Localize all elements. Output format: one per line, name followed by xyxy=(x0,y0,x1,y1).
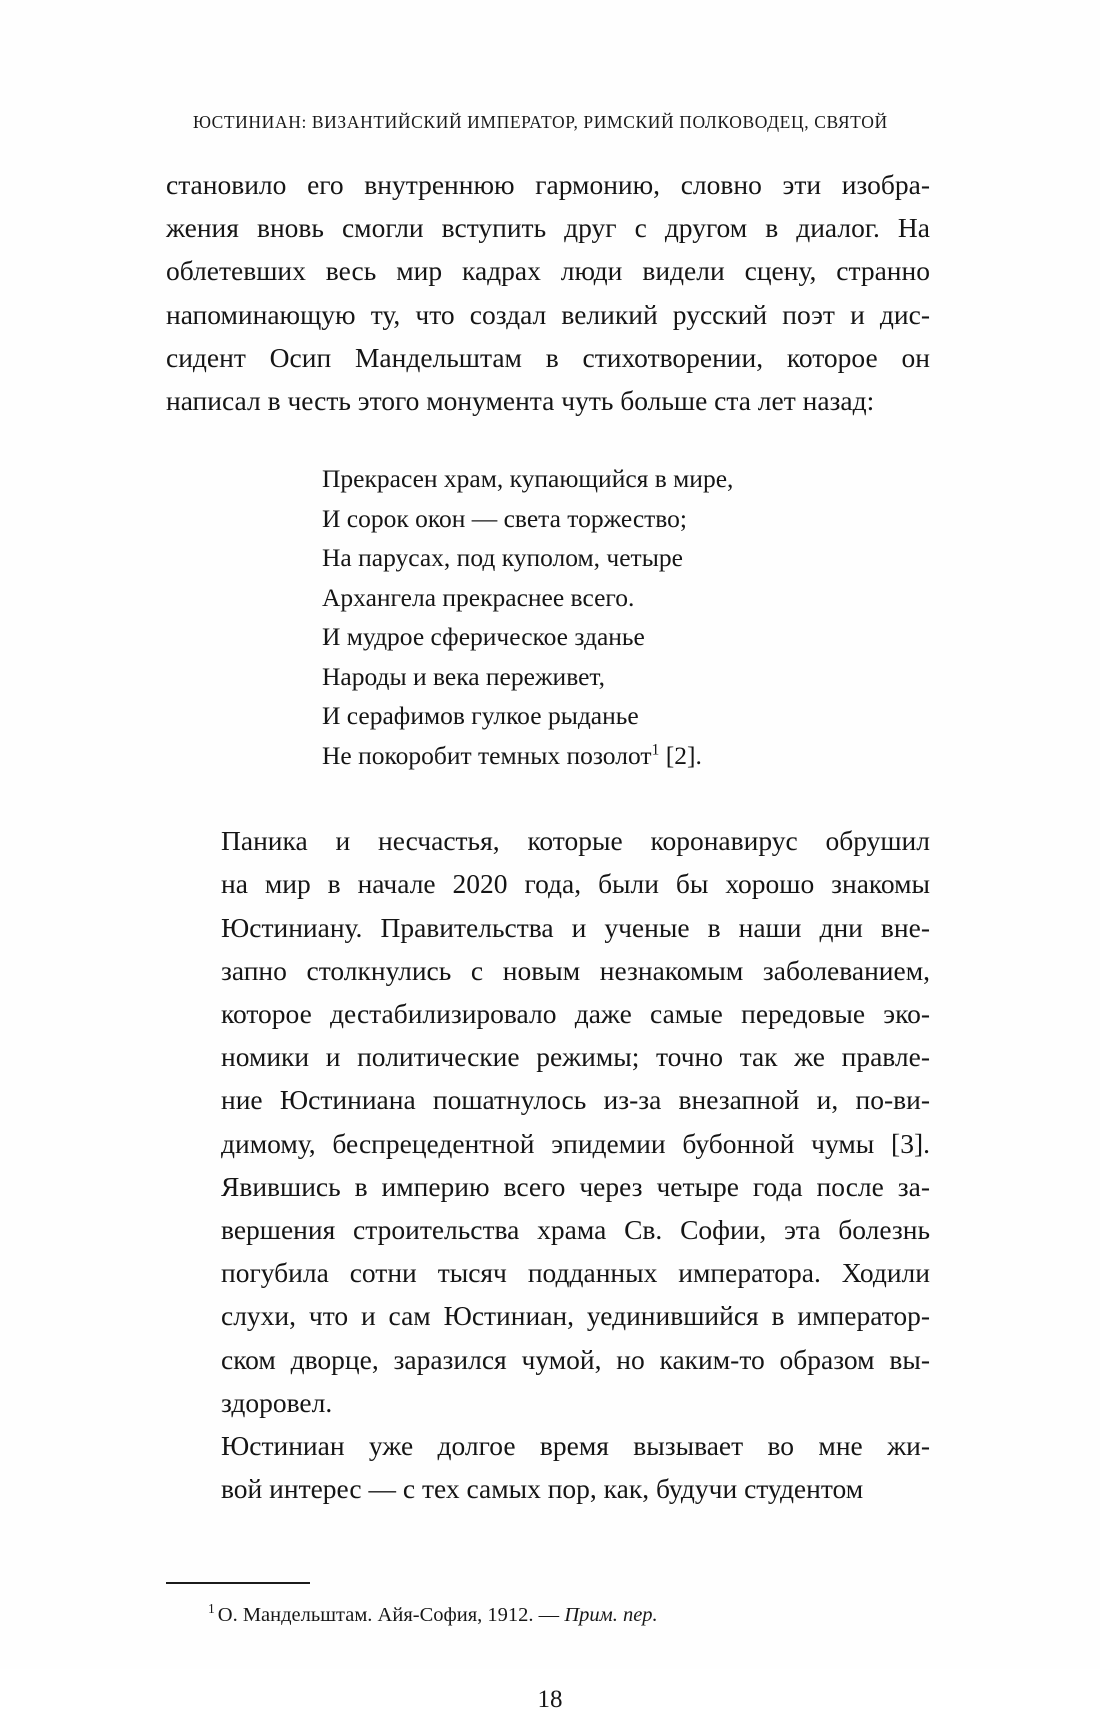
page-number: 18 xyxy=(537,1686,563,1713)
citation-bracket: [2]. xyxy=(659,740,702,770)
footnote-separator-rule xyxy=(166,1582,310,1584)
poem-line: Прекрасен храм, купающийся в мире, xyxy=(322,464,734,494)
running-head: ЮСТИНИАН: ВИЗАНТИЙСКИЙ ИМПЕРАТОР, РИМСКИЙ ПОЛКОВОДЕЦ, СВЯТОЙ xyxy=(193,112,888,132)
text-line: погубила сотни тысяч подданных императора. Ходили xyxy=(221,1257,930,1289)
poem-line: И сорок окон — света торжество; xyxy=(322,503,687,533)
text-line: ском дворце, заразился чумой, но каким-то образом вы- xyxy=(221,1343,930,1375)
text-line: напоминающую ту, что создал великий русский поэт и дис- xyxy=(166,298,930,330)
poem-line: И серафимов гулкое рыданье xyxy=(322,701,639,731)
text-line: Паника и несчастья, которые коронавирус обрушил xyxy=(221,825,930,857)
footnote-translator-note: Прим. пер. xyxy=(564,1604,658,1626)
footnote-body: О. Мандельштам. Айя-София, 1912. — xyxy=(217,1604,565,1626)
poem-block xyxy=(166,459,930,775)
footnote-reference[interactable]: 1 xyxy=(651,741,660,759)
paragraph-pandemic xyxy=(166,819,930,1424)
footnote-area xyxy=(166,1582,930,1629)
text-line: Юстиниану. Правительства и ученые в наши дни вне- xyxy=(221,911,930,943)
text-line: ние Юстиниана пошатнулось из-за внезапной и, по-ви- xyxy=(221,1084,930,1116)
poem-line: На парусах, под куполом, четыре xyxy=(322,543,683,573)
paragraph-continuation xyxy=(166,163,930,422)
text-line: Явившись в империю всего через четыре года после за- xyxy=(221,1170,930,1202)
text-column xyxy=(166,163,930,1510)
text-line: запно столкнулись с новым незнакомым заболеванием, xyxy=(221,954,930,986)
text-line: сидент Осип Мандельштам в стихотворении, которое он xyxy=(166,341,930,373)
text-line: димому, беспрецедентной эпидемии бубонной чумы [3]. xyxy=(221,1127,930,1159)
text-line: вой интерес — с тех самых пор, как, будучи студентом xyxy=(221,1473,864,1505)
text-line: номики и политические режимы; точно так же правле- xyxy=(221,1041,930,1073)
spacer xyxy=(166,422,930,459)
footnote xyxy=(166,1601,930,1629)
text-line: здоровел. xyxy=(221,1386,333,1418)
text-line: становило его внутреннюю гармонию, словно эти изобра- xyxy=(166,169,930,200)
poem-line: Архангела прекраснее всего. xyxy=(322,582,635,612)
poem-line-final xyxy=(322,736,930,776)
spacer xyxy=(166,775,930,819)
text-line: написал в честь этого монумента чуть больше ста лет назад: xyxy=(166,385,875,417)
text-line: облетевших весь мир кадрах люди видели сцену, странно xyxy=(166,255,930,287)
text-line: Юстиниан уже долгое время вызывает во мне жи- xyxy=(221,1430,930,1462)
footnote-number: 1 xyxy=(208,1601,215,1617)
poem-line: И мудрое сферическое зданье xyxy=(322,622,645,652)
text-line: на мир в начале 2020 года, были бы хорошо знакомы xyxy=(221,868,930,900)
text-line: слухи, что и сам Юстиниан, уединившийся в император- xyxy=(221,1300,930,1332)
text-line: жения вновь смогли вступить друг с другом в диалог. На xyxy=(166,212,930,244)
paragraph-personal-interest xyxy=(166,1424,930,1510)
poem-line: Народы и века переживет, xyxy=(322,661,606,691)
text-line: которое дестабилизировало даже самые передовые эко- xyxy=(221,998,930,1030)
poem-line-text: Не покоробит темных позолот xyxy=(322,740,652,770)
text-line: вершения строительства храма Св. Софии, эта болезнь xyxy=(221,1214,930,1246)
